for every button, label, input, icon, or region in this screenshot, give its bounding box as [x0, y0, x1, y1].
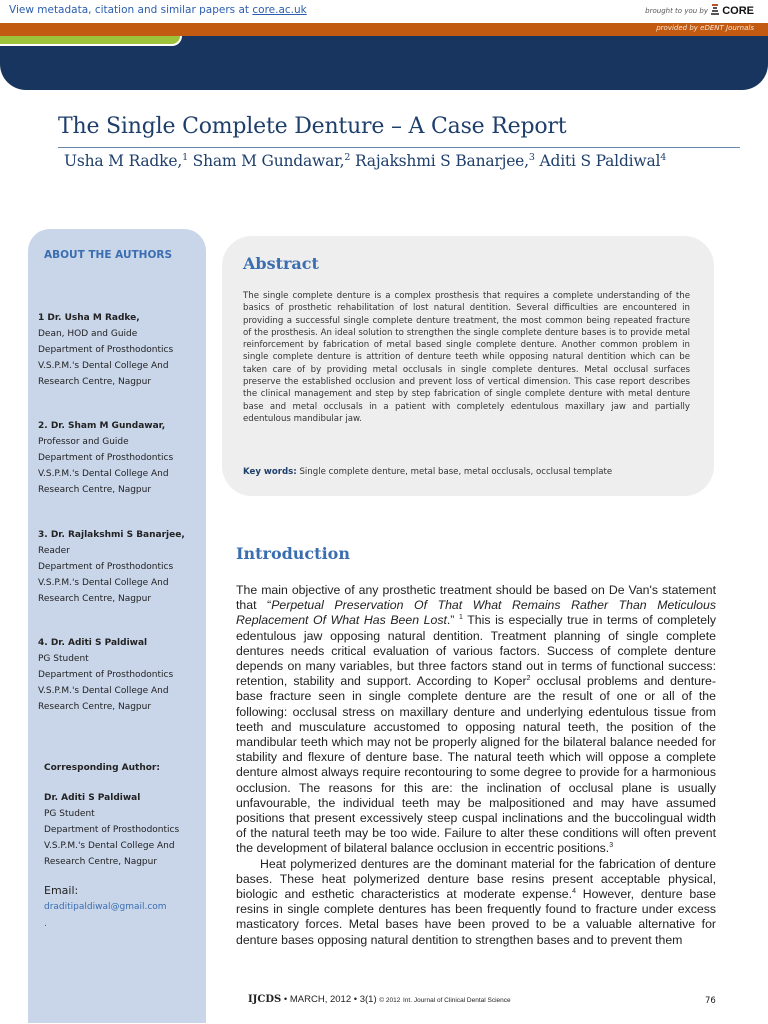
journal-footer	[248, 994, 511, 1005]
introduction-body	[236, 583, 716, 948]
sidebar-author-line: Dean, HOD and Guide	[38, 329, 138, 339]
corresponding-line: PG Student	[44, 809, 95, 819]
sidebar-author-line: Research Centre, Nagpur	[38, 594, 152, 604]
keywords-value: Single complete denture, metal base, metal occlusals, occlusal template	[296, 467, 613, 477]
abstract-text: The single complete denture is a complex prosthesis that requires a complete understanding of the basics of prosthetic rehabilitation of lost natural dentition. Several difficulties are encountered in providing a successful single complete denture treatment, the most common being repeated fracture of the prosthesis. An ideal solution to strengthen the single complete denture bases is to provide metal reinforcement by fabrication of metal based single complete denture. Another common problem in single complete denture is attrition of denture teeth while opposing natural dentition which can be taken care of by providing metal occlusals in single complete dentures. Metal occlusal surfaces preserve the established occlusion and prevent loss of vertical dimension. This case report describes the clinical management and step by step fabrication of single complete denture with metal denture base and metal occlusals in a patient with completely edentulous maxillary jaw and partially edentulous mandibular jaw.	[243, 291, 690, 424]
text-run: Heat polymerized dentures are the dominant material for the fabrication of denture bases. These heat polymerized denture base resins present acceptable physical, biologic and esthetic characteristics at moderate expense.	[236, 856, 716, 902]
sidebar-author-line: Research Centre, Nagpur	[38, 702, 152, 712]
corresponding-heading: Corresponding Author:	[44, 763, 160, 773]
corresponding-line: Department of Prosthodontics	[44, 825, 180, 835]
title-divider	[58, 147, 740, 148]
sidebar-author-line: Department of Prosthodontics	[38, 562, 174, 572]
citation-ref[interactable]: 4	[572, 887, 576, 895]
brought-by-text: brought to you by	[645, 7, 708, 15]
about-authors-sidebar	[28, 229, 206, 1023]
footer-issue: 3(1)	[359, 994, 377, 1005]
sidebar-author-line: Department of Prosthodontics	[38, 670, 174, 680]
sidebar-author-line: Professor and Guide	[38, 437, 129, 447]
citation-ref[interactable]: 3	[609, 842, 614, 850]
author-sup: 1	[182, 152, 188, 163]
email-link[interactable]: draditipaldiwal@gmail.com	[44, 902, 167, 912]
core-logo-text: CORE	[722, 5, 754, 17]
sidebar-heading: ABOUT THE AUTHORS	[44, 249, 173, 261]
author-name: Sham M Gundawar,	[187, 152, 345, 171]
author-sup: 4	[660, 152, 667, 163]
text-run: occlusal problems and denture-base fracture seen in single complete denture are the result of one or all of the following: occlusal stress on maxillary denture and underlying edentulous tissue from teeth and musculature accustomed to opposing natural teeth, the position of the mandibular teeth which may not be properly aligned for the bilateral balance needed for stability and flexure of denture base. The natural teeth which will oppose a complete denture almost always require recontouring to some degree to provide for a harmonious occlusion. The reasons for this are: the inclination of occlusal plane is usually unfavourable, the individual teeth may be malpositioned and may have assumed positions that present excessively steep cuspal inclinations and the buccolingual width of the natural teeth may be too wide. Failure to alter these conditions will often prevent the development of bilateral balance occlusion in eccentric positions.	[236, 674, 716, 856]
sidebar-author-line: Research Centre, Nagpur	[38, 377, 152, 387]
sidebar-author-4	[38, 635, 173, 715]
author-sup: 2	[344, 152, 351, 163]
provided-by-bar	[0, 23, 768, 36]
sidebar-author-3	[38, 527, 185, 607]
core-link-anchor[interactable]: core.ac.uk	[252, 4, 307, 16]
text-run: .”	[446, 613, 459, 628]
sidebar-author-2	[38, 418, 173, 498]
banner-green-accent	[0, 36, 180, 44]
corresponding-name: Dr. Aditi S Paldiwal	[44, 793, 141, 803]
footer-date: MARCH, 2012	[289, 994, 352, 1005]
author-name: Usha M Radke,	[64, 152, 183, 171]
sidebar-author-line: Department of Prosthodontics	[38, 345, 174, 355]
footer-sep: •	[351, 994, 360, 1005]
corresponding-line: Research Centre, Nagpur	[44, 857, 158, 867]
core-logo[interactable]	[711, 4, 754, 17]
text-run: The main objective of any prosthetic treatment should be based on De Van's statement that “	[236, 583, 716, 613]
sidebar-author-line: V.S.P.M.'s Dental College And	[38, 469, 169, 479]
text-run: This is especially true in terms of completely edentulous jaw opposing natural dentition. Treatment planning of single complete dentures needs critical evaluation of various factors. Success of complete denture depends on many variables, but three factors stand out in terms of functional success: retention, stability and support. According to Koper	[236, 613, 716, 689]
sidebar-author-line: V.S.P.M.'s Dental College And	[38, 686, 169, 696]
sidebar-author-line: Department of Prosthodontics	[38, 453, 174, 463]
footer-sep: •	[281, 994, 290, 1005]
introduction-heading: Introduction	[236, 544, 350, 563]
core-logo-icon	[711, 4, 719, 15]
sidebar-author-line: Research Centre, Nagpur	[38, 485, 152, 495]
sidebar-author-line: Reader	[38, 546, 70, 556]
abstract-heading: Abstract	[243, 254, 319, 273]
sidebar-author-name: 1 Dr. Usha M Radke,	[38, 313, 140, 323]
core-link-prefix: View metadata, citation and similar papers at	[9, 4, 253, 16]
provided-by-text[interactable]: provided by eDENT Journals	[656, 24, 754, 32]
email-label: Email:	[44, 884, 79, 897]
keywords-line	[243, 467, 612, 477]
sidebar-author-line: V.S.P.M.'s Dental College And	[38, 578, 169, 588]
author-name: Aditi S Paldiwal	[534, 152, 661, 171]
sidebar-author-name: 2. Dr. Sham M Gundawar,	[38, 421, 166, 431]
corresponding-line: V.S.P.M.'s Dental College And	[44, 841, 175, 851]
citation-ref[interactable]: 2	[526, 675, 531, 683]
text-run: However, denture base resins in single complete dentures has been frequently found to fracture under excess masticatory forces. Metal bases have been proved to be a valuable alternative for denture bases opposing natural dentition to strengthen bases and to prevent them	[236, 887, 716, 947]
trailing-dot: .	[44, 919, 47, 929]
corresponding-author-block	[44, 760, 179, 870]
author-sup: 3	[528, 152, 535, 163]
citation-ref[interactable]: 1	[459, 614, 463, 622]
sidebar-author-name: 3. Dr. Rajlakshmi S Banarjee,	[38, 530, 185, 540]
page-number: 76	[705, 996, 716, 1006]
intro-paragraph-1	[236, 583, 716, 857]
core-header-bar	[0, 0, 768, 24]
sidebar-author-line: PG Student	[38, 654, 89, 664]
sidebar-author-1	[38, 310, 173, 390]
intro-paragraph-2	[236, 857, 716, 948]
sidebar-author-name: 4. Dr. Aditi S Paldiwal	[38, 638, 148, 648]
abstract-card	[222, 236, 714, 496]
author-line	[64, 152, 666, 170]
article-title: The Single Complete Denture – A Case Report	[58, 114, 567, 139]
author-name: Rajakshmi S Banarjee,	[350, 152, 529, 171]
core-metadata-link[interactable]	[9, 4, 307, 16]
journal-abbrev: IJCDS	[248, 994, 282, 1005]
sidebar-author-line: V.S.P.M.'s Dental College And	[38, 361, 169, 371]
devan-quote: Perpetual Preservation Of That What Remains Rather Than Meticulous Replacement Of What Has Been Lost	[236, 598, 716, 628]
footer-copyright: © 2012	[379, 997, 401, 1004]
footer-journal-full: Int. Journal of Clinical Dental Science	[402, 997, 511, 1004]
keywords-label: Key words:	[243, 467, 297, 477]
